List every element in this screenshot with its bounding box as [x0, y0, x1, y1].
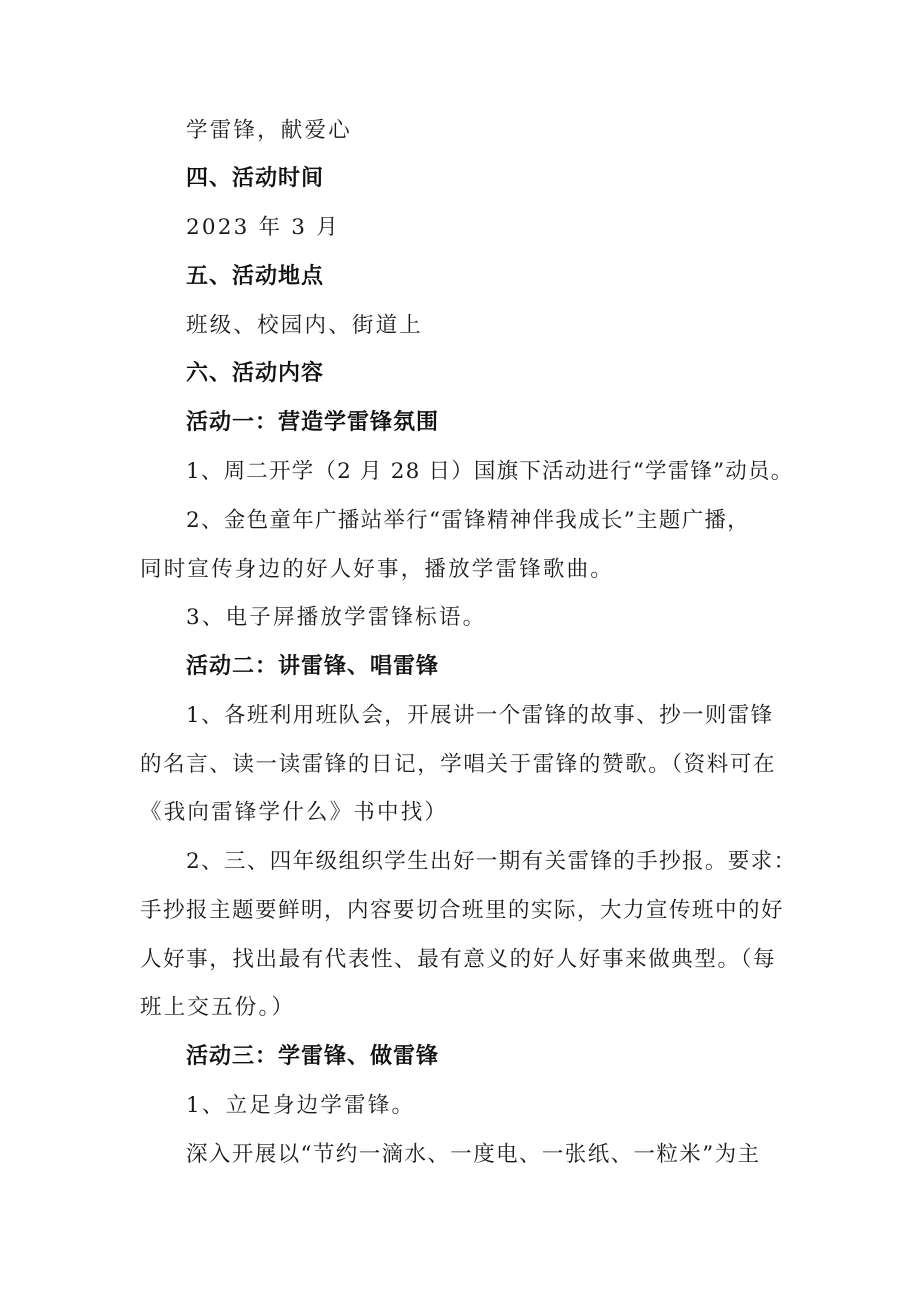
activity-two-heading: 活动二：讲雷锋、唱雷锋: [186, 654, 440, 679]
paragraph-line: 1、周二开学（2 月 28 日）国旗下活动进行“学雷锋”动员。: [186, 459, 794, 484]
activity-time-text: 2023 年 3 月: [186, 215, 340, 240]
activity-place-text: 班级、校园内、街道上: [186, 313, 424, 338]
paragraph-line: 2、三、四年级组织学生出好一期有关雷锋的手抄报。要求：: [186, 849, 797, 874]
paragraph-line: 2、金色童年广播站举行“雷锋精神伴我成长”主题广播，: [186, 508, 750, 533]
paragraph-line: 人好事，找出最有代表性、最有意义的好人好事来做典型。（每: [140, 947, 777, 972]
activity-one-heading: 活动一：营造学雷锋氛围: [186, 410, 440, 435]
paragraph-line: 1、各班利用班队会，开展讲一个雷锋的故事、抄一则雷锋: [186, 703, 774, 728]
paragraph-line: 1、立足身边学雷锋。: [186, 1093, 416, 1118]
paragraph-line: 3、电子屏播放学雷锋标语。: [186, 605, 487, 630]
theme-text: 学雷锋，献爱心: [186, 118, 352, 143]
paragraph-line: 的名言、读一读雷锋的日记，学唱关于雷锋的赞歌。（资料可在: [140, 752, 777, 777]
section-heading-content: 六、活动内容: [186, 361, 325, 386]
paragraph-line: 深入开展以“节约一滴水、一度电、一张纸、一粒米”为主: [186, 1142, 761, 1167]
paragraph-line: 同时宣传身边的好人好事，播放学雷锋歌曲。: [140, 557, 615, 582]
activity-three-heading: 活动三：学雷锋、做雷锋: [186, 1044, 440, 1069]
paragraph-line: 班上交五份。）: [140, 995, 296, 1020]
paragraph-line: 《我向雷锋学什么》书中找）: [140, 800, 449, 825]
section-heading-place: 五、活动地点: [186, 264, 325, 289]
section-heading-time: 四、活动时间: [186, 166, 325, 191]
paragraph-line: 手抄报主题要鲜明，内容要切合班里的实际，大力宣传班中的好: [140, 898, 785, 923]
